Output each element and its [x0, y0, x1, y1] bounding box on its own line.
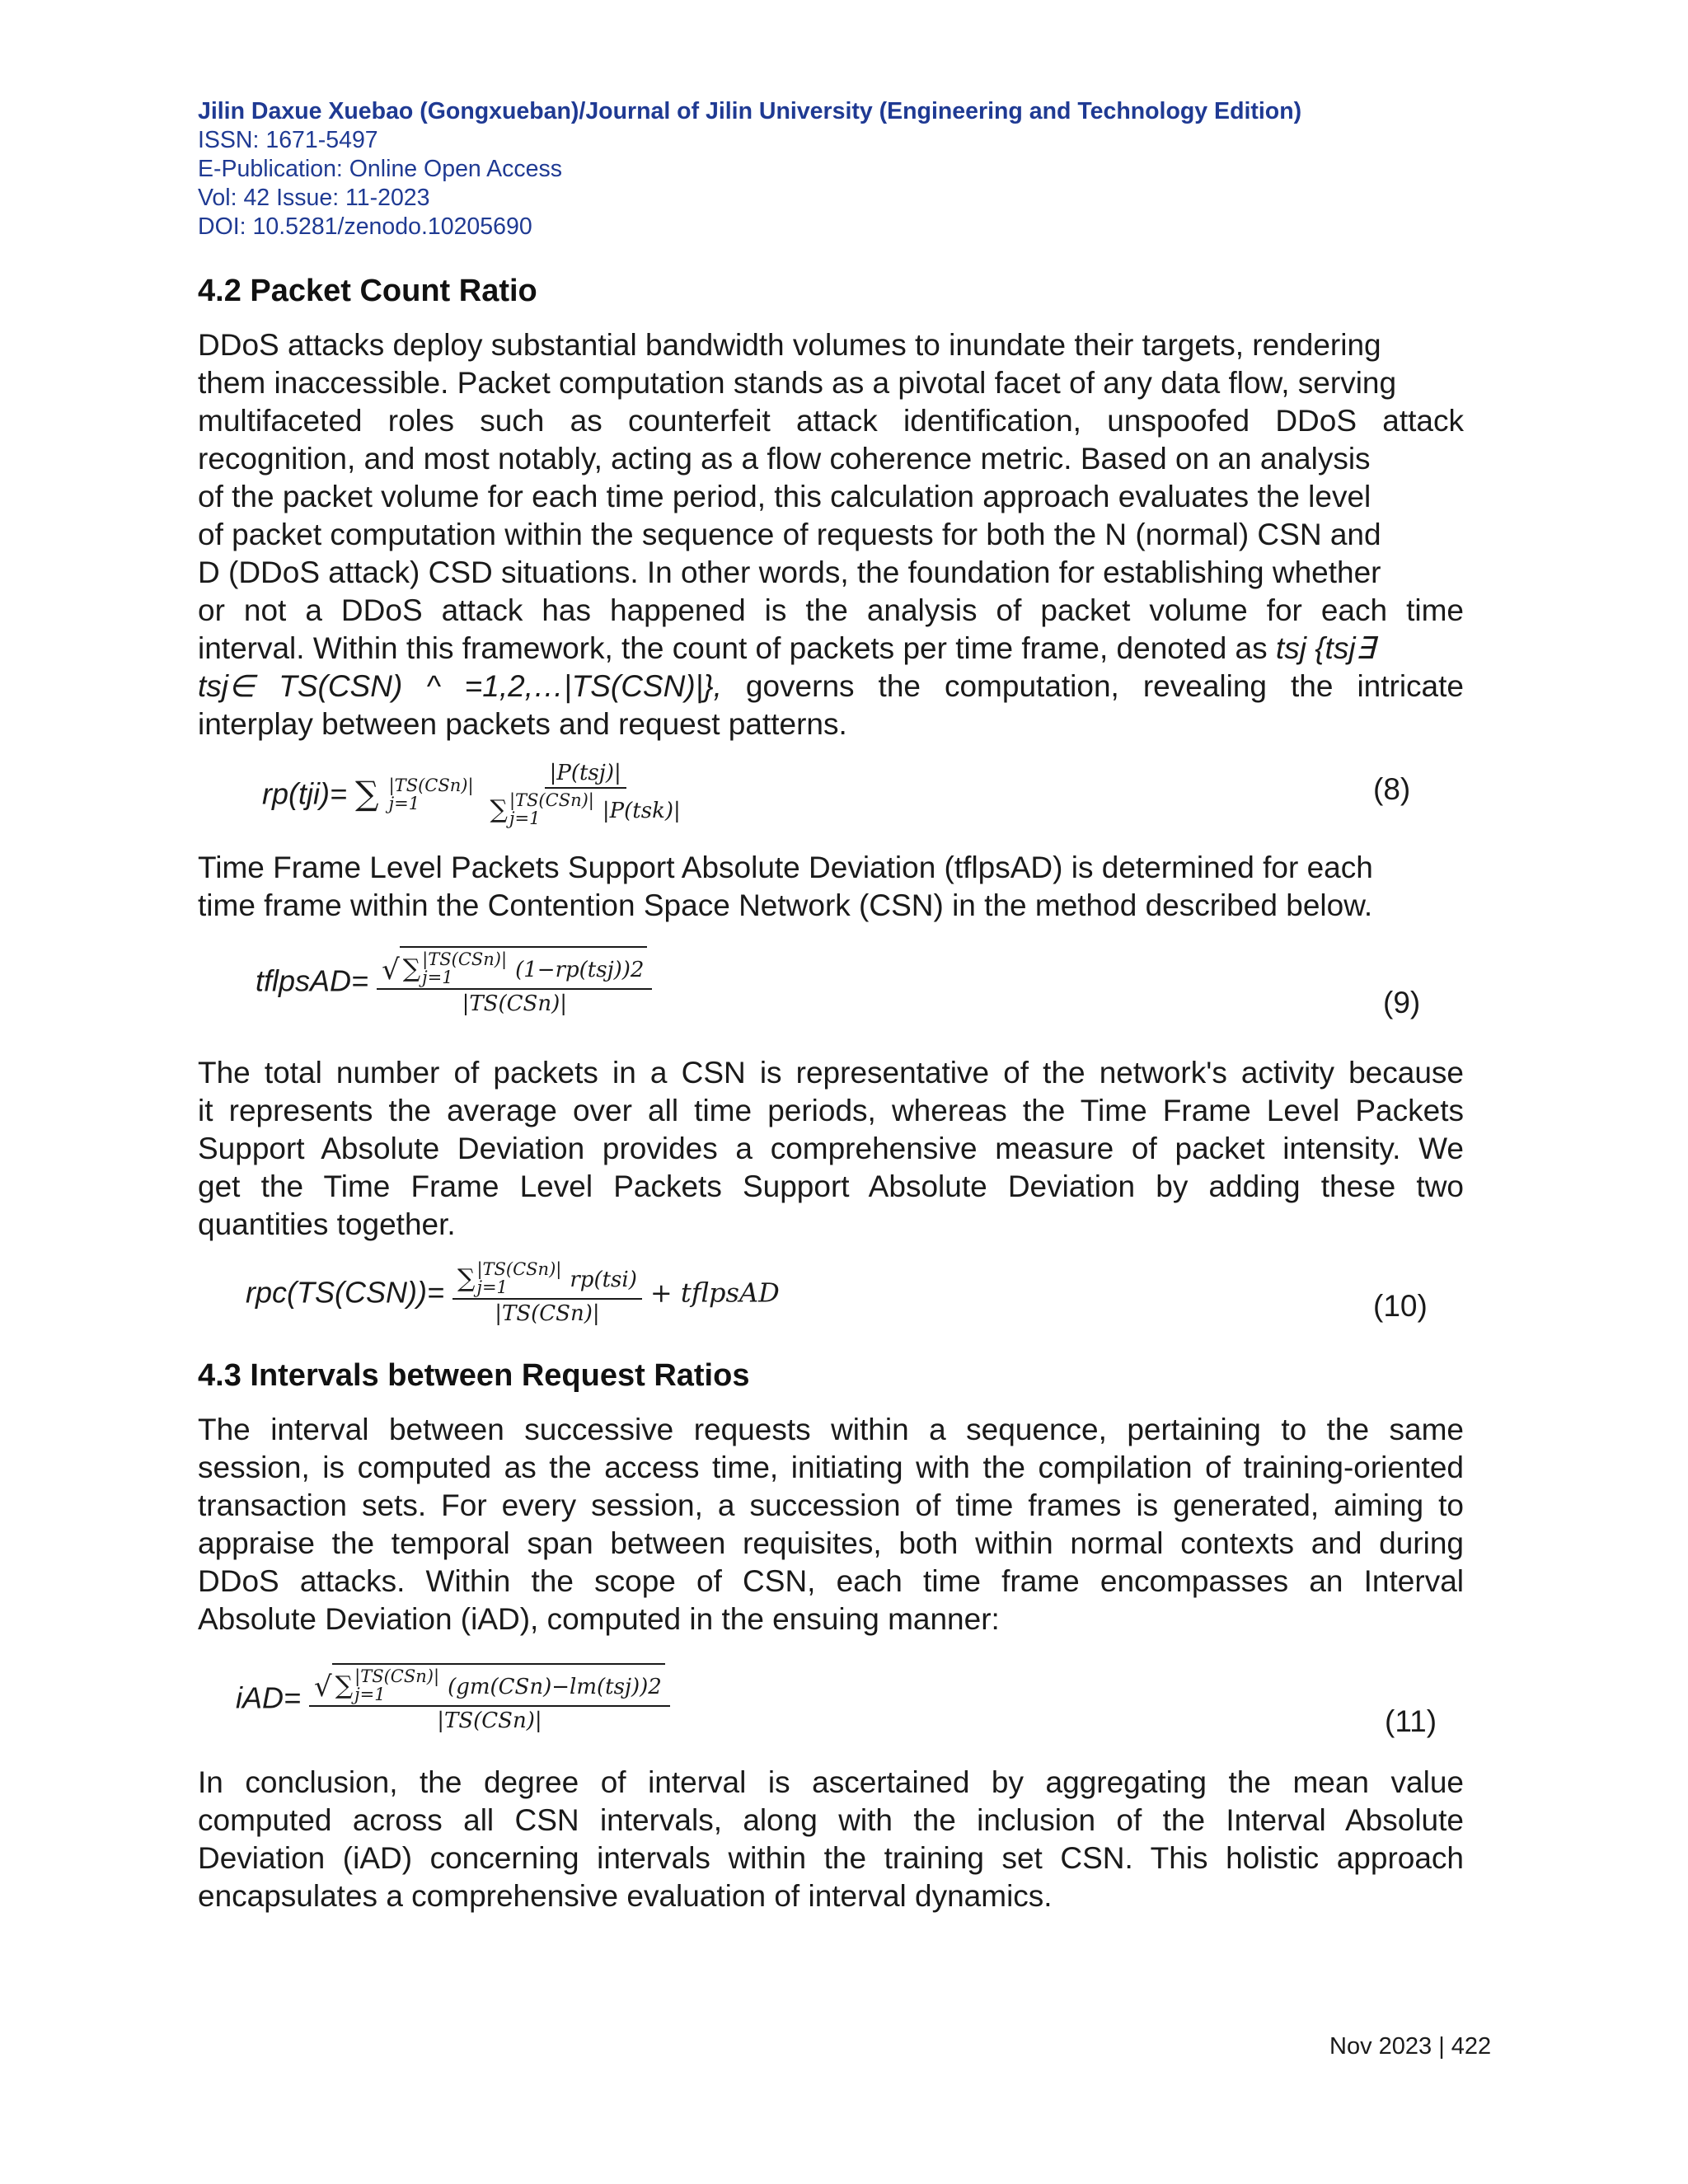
summation-symbol: ∑: [355, 775, 379, 813]
text-span: governs the computation, revealing the intricate: [721, 669, 1464, 703]
lower-limit: j=1: [476, 1277, 508, 1298]
text-line: DDoS attacks. Within the scope of CSN, each time frame encompasses an Interval: [198, 1564, 1464, 1598]
text-line: [198, 630, 1464, 668]
inline-math: tsj {tsj∃: [1275, 631, 1375, 665]
text-line: The total number of packets in a CSN is representative of the network's activity because: [198, 1056, 1464, 1090]
text-line: Time Frame Level Packets Support Absolute Deviation (tflpsAD) is determined for each: [198, 851, 1373, 884]
equation-10: [246, 1259, 780, 1326]
text-line: recognition, and most notably, acting as a flow coherence metric. Based on an analysis: [198, 442, 1371, 476]
equation-10-lhs: rpc(TS(CSN))=: [246, 1275, 444, 1310]
text-line: computed across all CSN intervals, along with the inclusion of the Interval Absolute: [198, 1803, 1464, 1837]
equation-8-number: (8): [1373, 772, 1411, 806]
doi: DOI: 10.5281/zenodo.10205690: [198, 213, 532, 240]
radicand: [400, 946, 648, 987]
equation-11-number: (11): [1385, 1704, 1437, 1738]
equation-9-number: (9): [1383, 986, 1421, 1019]
text-line: Support Absolute Deviation provides a comprehensive measure of packet intensity. We: [198, 1132, 1464, 1165]
section-4-2-paragraph-3: [198, 1054, 1464, 1244]
text-line: get the Time Frame Level Packets Support Absolute Deviation by adding these two: [198, 1169, 1464, 1203]
equation-10-number: (10): [1373, 1289, 1428, 1323]
upper-limit: |TS(CSn)|: [354, 1666, 440, 1687]
inline-math: tsj∈ TS(CSN) ^ =1,2,…|TS(CSN)|},: [198, 669, 722, 703]
equation-8-lhs: rp(tji)=: [262, 776, 348, 811]
text-line: time frame within the Contention Space Network (CSN) in the method described below.: [198, 888, 1373, 922]
text-line: Absolute Deviation (iAD), computed in the ensuing manner:: [198, 1602, 1000, 1636]
equation-11: [236, 1663, 670, 1733]
volume-issue: Vol: 42 Issue: 11-2023: [198, 185, 430, 211]
equation-9: [256, 946, 652, 1016]
issn: ISSN: 1671-5497: [198, 127, 378, 153]
summation-limits: [509, 791, 594, 827]
lower-limit: j=1: [509, 808, 541, 829]
fraction-numerator: [377, 946, 652, 990]
upper-limit: |TS(CSn)|: [509, 790, 594, 811]
radical-sign: √: [314, 1671, 332, 1704]
equation-10-plus-term: + tflpsAD: [649, 1277, 780, 1309]
summation-limits: [354, 1667, 439, 1704]
journal-header: [198, 96, 1301, 241]
text-line: multifaceted roles such as counterfeit attack identification, unspoofed DDoS attack: [198, 404, 1464, 438]
text-line: or not a DDoS attack has happened is the analysis of packet volume for each time: [198, 593, 1464, 627]
equation-9-lhs: tflpsAD=: [256, 963, 369, 998]
equation-8: [262, 761, 681, 827]
text-line: of packet computation within the sequence of requests for both the N (normal) CSN and: [198, 518, 1381, 551]
text-line: of the packet volume for each time period, this calculation approach evaluates the level: [198, 480, 1372, 513]
fraction-numerator: |P(tsj)|: [545, 761, 626, 789]
summation-symbol: ∑: [335, 1671, 354, 1700]
upper-limit: |TS(CSn)|: [388, 775, 474, 795]
summation-symbol: ∑: [402, 954, 421, 983]
summation-symbol: ∑: [457, 1264, 476, 1293]
lower-limit: j=1: [388, 793, 420, 813]
section-4-3-paragraph-1: [198, 1411, 1464, 1638]
text-line: quantities together.: [198, 1207, 456, 1241]
text-line: transaction sets. For every session, a succession of time frames is generated, aiming to: [198, 1488, 1464, 1522]
summation-symbol: ∑: [490, 795, 508, 824]
section-heading-4-3: 4.3 Intervals between Request Ratios: [198, 1358, 750, 1393]
text-line: appraise the temporal span between requisites, both within normal contexts and during: [198, 1526, 1464, 1560]
text-line: [198, 668, 1464, 705]
lower-limit: j=1: [354, 1685, 386, 1705]
upper-limit: |TS(CSn)|: [422, 949, 508, 970]
fraction-denominator: |TS(CSn)|: [437, 1708, 542, 1734]
radicand-term: (1−rp(tsj))2: [515, 958, 645, 982]
numerator-term: rp(tsi): [570, 1268, 637, 1292]
equation-9-fraction: [377, 946, 652, 1016]
fraction-numerator: [452, 1259, 642, 1300]
square-root: [382, 946, 647, 987]
section-4-2-paragraph-2: [198, 849, 1464, 925]
text-span: interval. Within this framework, the count of packets per time frame, denoted as: [198, 631, 1276, 665]
radical-sign: √: [382, 954, 400, 987]
upper-limit: |TS(CSn)|: [476, 1259, 562, 1280]
equation-10-fraction: [452, 1259, 642, 1326]
equation-8-fraction: [490, 761, 681, 827]
fraction-denominator: |TS(CSn)|: [495, 1301, 600, 1327]
text-line: interplay between packets and request patterns.: [198, 707, 847, 741]
section-4-3-paragraph-2: [198, 1764, 1464, 1915]
fraction-numerator: [309, 1663, 670, 1707]
epublication: E-Publication: Online Open Access: [198, 156, 562, 182]
radicand: [332, 1663, 665, 1704]
text-line: DDoS attacks deploy substantial bandwidth volumes to inundate their targets, rendering: [198, 328, 1381, 362]
text-line: encapsulates a comprehensive evaluation of interval dynamics.: [198, 1879, 1053, 1913]
denominator-term: |P(tsk)|: [602, 799, 681, 823]
text-line: In conclusion, the degree of interval is ascertained by aggregating the mean value: [198, 1765, 1464, 1799]
radicand-term: (gm(CSn)−lm(tsj))2: [448, 1675, 662, 1699]
page-footer: Nov 2023 | 422: [1329, 2033, 1492, 2060]
journal-title: Jilin Daxue Xuebao (Gongxueban)/Journal of Jilin University (Engineering and Technology Edition): [198, 98, 1302, 124]
text-line: them inaccessible. Packet computation stands as a pivotal facet of any data flow, serving: [198, 366, 1397, 400]
section-4-2-paragraph-1: [198, 326, 1464, 743]
lower-limit: j=1: [422, 968, 453, 988]
text-line: session, is computed as the access time, initiating with the compilation of training-oriented: [198, 1451, 1464, 1484]
section-heading-4-2: 4.2 Packet Count Ratio: [198, 274, 537, 308]
fraction-denominator: [490, 789, 681, 827]
equation-11-lhs: iAD=: [236, 1680, 302, 1715]
summation-limits: [476, 1260, 561, 1296]
text-line: The interval between successive requests within a sequence, pertaining to the same: [198, 1413, 1464, 1446]
equation-11-fraction: [309, 1663, 670, 1733]
summation-limits: [422, 950, 507, 987]
fraction-denominator: |TS(CSn)|: [462, 991, 567, 1017]
summation-limits: [389, 776, 474, 813]
text-line: D (DDoS attack) CSD situations. In other words, the foundation for establishing whether: [198, 555, 1381, 589]
text-line: Deviation (iAD) concerning intervals within the training set CSN. This holistic approach: [198, 1841, 1464, 1875]
text-line: it represents the average over all time periods, whereas the Time Frame Level Packets: [198, 1094, 1464, 1127]
square-root: [314, 1663, 665, 1704]
